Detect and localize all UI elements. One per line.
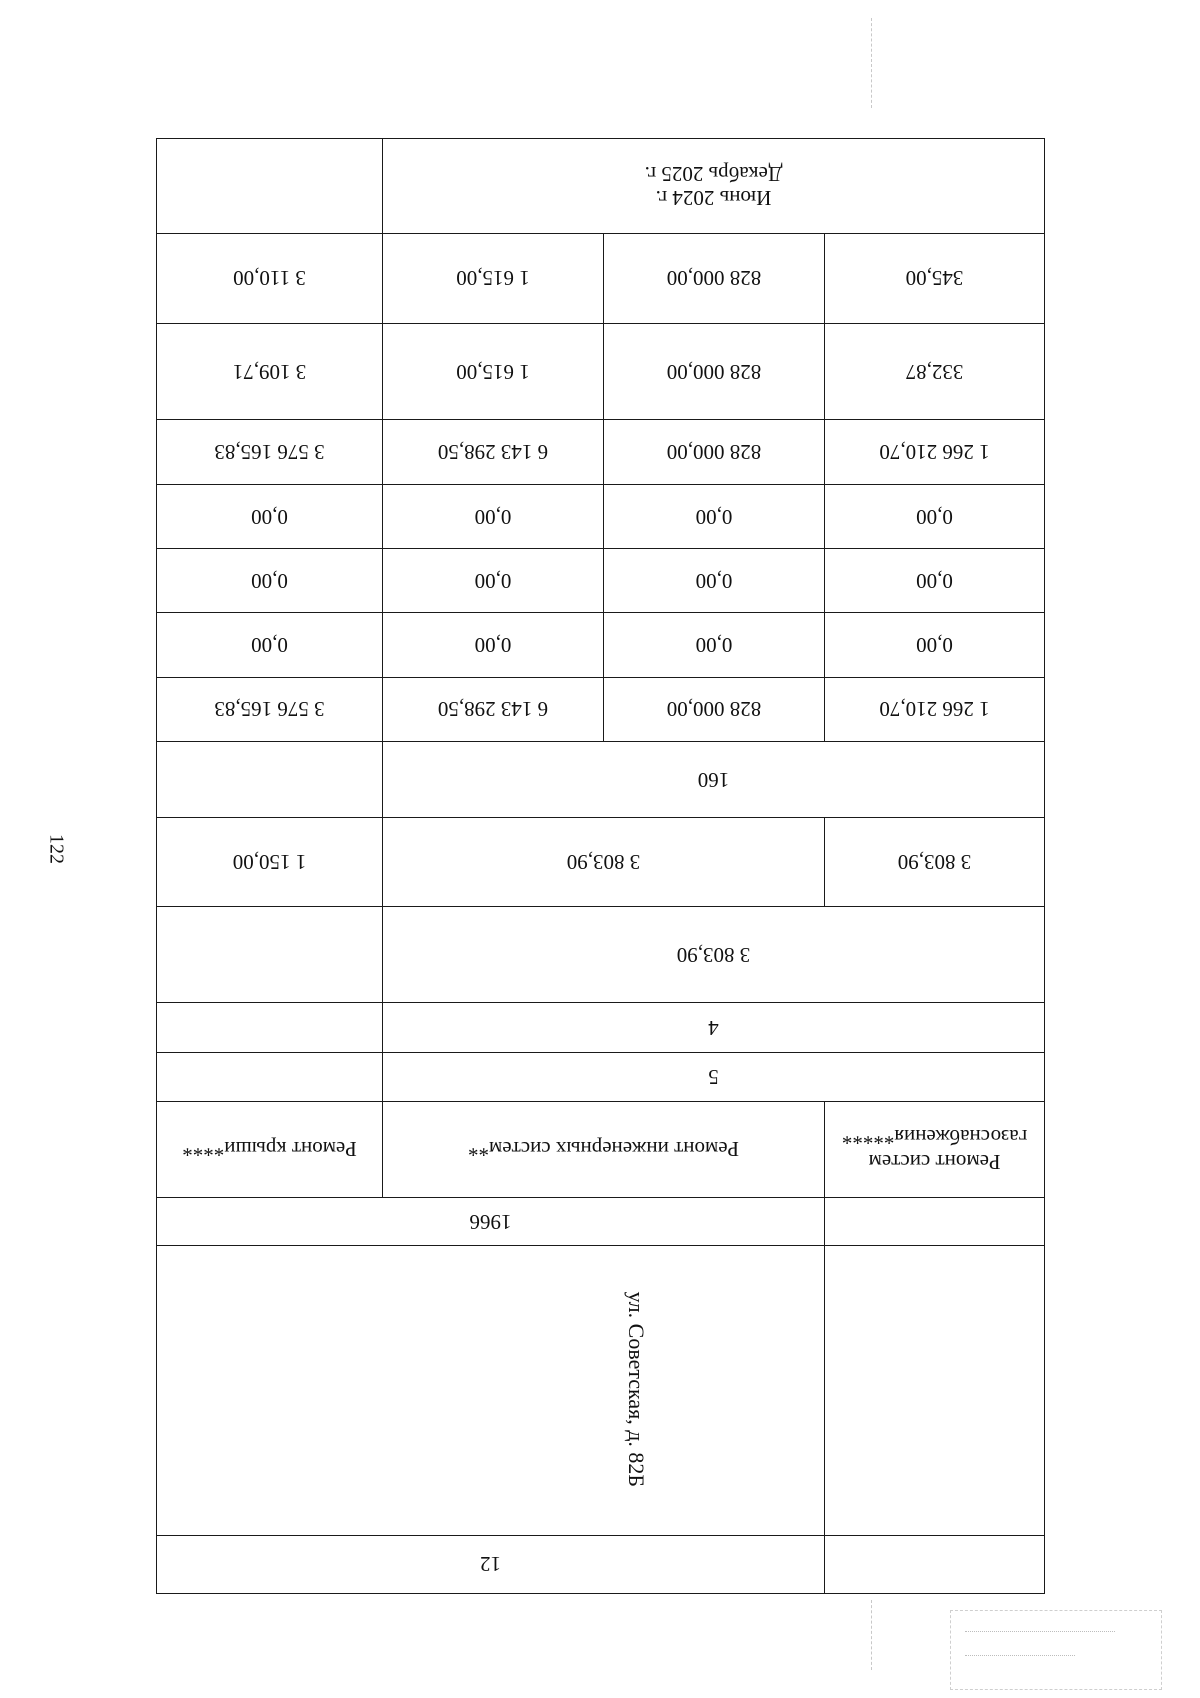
area-engineering-value: 3 803,90 <box>383 818 825 906</box>
table-row <box>157 1101 1045 1197</box>
address-cell-value <box>157 1246 825 1535</box>
table-row <box>157 1246 1045 1535</box>
row-number-value: 12 <box>157 1535 825 1593</box>
page-number: 122 <box>45 834 68 864</box>
table-row <box>157 1053 1045 1101</box>
table-row <box>157 484 1045 548</box>
scan-artifact-line <box>871 18 872 108</box>
unit-cost-limit-roof: 3 110,00 <box>157 233 383 323</box>
table-row <box>157 741 1045 817</box>
table-row <box>157 549 1045 613</box>
work-engineering-label: Ремонт инженерных систем** <box>383 1101 825 1197</box>
fund-federal-engineering-a: 0,00 <box>604 613 825 677</box>
floors-value: 5 <box>383 1053 1045 1101</box>
fund-owners-engineering-b: 6 143 298,50 <box>383 420 604 484</box>
cost-total-engineering-b: 6 143 298,50 <box>383 677 604 741</box>
table-row <box>157 613 1045 677</box>
build-year-cell <box>825 1198 1045 1246</box>
fund-local-engineering-b: 0,00 <box>383 484 604 548</box>
fund-federal-roof: 0,00 <box>157 613 383 677</box>
table-row <box>157 677 1045 741</box>
unit-cost-limit-engineering-a: 828 000,00 <box>604 233 825 323</box>
entrances-cell <box>157 1003 383 1053</box>
fund-regional-engineering-a: 0,00 <box>604 549 825 613</box>
fund-local-roof: 0,00 <box>157 484 383 548</box>
fund-local-gas: 0,00 <box>825 484 1045 548</box>
area-gas-value: 3 803,90 <box>825 818 1045 906</box>
unit-cost-limit-gas: 345,00 <box>825 233 1045 323</box>
table-row <box>157 1198 1045 1246</box>
address-cell <box>825 1246 1045 1535</box>
table-row <box>157 1535 1045 1593</box>
unit-cost-roof: 3 109,71 <box>157 324 383 420</box>
area-roof-value: 1 150,00 <box>157 818 383 906</box>
fund-federal-gas: 0,00 <box>825 613 1045 677</box>
work-roof-label: Ремонт крыши**** <box>157 1101 383 1197</box>
floors-cell <box>157 1053 383 1101</box>
table-row <box>157 139 1045 234</box>
table-row <box>157 1003 1045 1053</box>
build-year-value: 1966 <box>157 1198 825 1246</box>
fund-local-engineering-a: 0,00 <box>604 484 825 548</box>
deadline-end: Декабрь 2025 г. <box>644 161 783 186</box>
table-row <box>157 233 1045 323</box>
fund-owners-engineering-a: 828 000,00 <box>604 420 825 484</box>
unit-cost-gas: 332,87 <box>825 324 1045 420</box>
deadline-start: Июнь 2024 г. <box>655 185 772 210</box>
cost-total-roof: 3 576 165,83 <box>157 677 383 741</box>
entrances-value: 4 <box>383 1003 1045 1053</box>
fund-regional-engineering-b: 0,00 <box>383 549 604 613</box>
residents-cell <box>157 741 383 817</box>
total-area-value: 3 803,90 <box>383 906 1045 1002</box>
fund-regional-roof: 0,00 <box>157 549 383 613</box>
repair-program-table-wrapper <box>157 138 1045 1594</box>
residents-value: 160 <box>383 741 1045 817</box>
unit-cost-engineering-b: 1 615,00 <box>383 324 604 420</box>
row-number-cell <box>825 1535 1045 1593</box>
deadline-cell <box>383 139 1045 234</box>
cost-total-gas: 1 266 210,70 <box>825 677 1045 741</box>
table-row <box>157 818 1045 906</box>
table-row <box>157 324 1045 420</box>
unit-cost-limit-engineering-b: 1 615,00 <box>383 233 604 323</box>
table-row <box>157 906 1045 1002</box>
unit-cost-engineering-a: 828 000,00 <box>604 324 825 420</box>
address-text: ул. Советская, д. 82Б <box>623 1291 649 1487</box>
fund-owners-gas: 1 266 210,70 <box>825 420 1045 484</box>
scan-artifact-line <box>871 1600 872 1670</box>
repair-program-table <box>156 138 1045 1594</box>
stamp-mark <box>950 1610 1162 1690</box>
fund-regional-gas: 0,00 <box>825 549 1045 613</box>
fund-owners-roof: 3 576 165,83 <box>157 420 383 484</box>
work-gas-label: Ремонт систем газоснабжения***** <box>825 1101 1045 1197</box>
cost-total-engineering-a: 828 000,00 <box>604 677 825 741</box>
fund-federal-engineering-b: 0,00 <box>383 613 604 677</box>
total-area-cell <box>157 906 383 1002</box>
deadline-blank-cell <box>157 139 383 234</box>
table-row <box>157 420 1045 484</box>
